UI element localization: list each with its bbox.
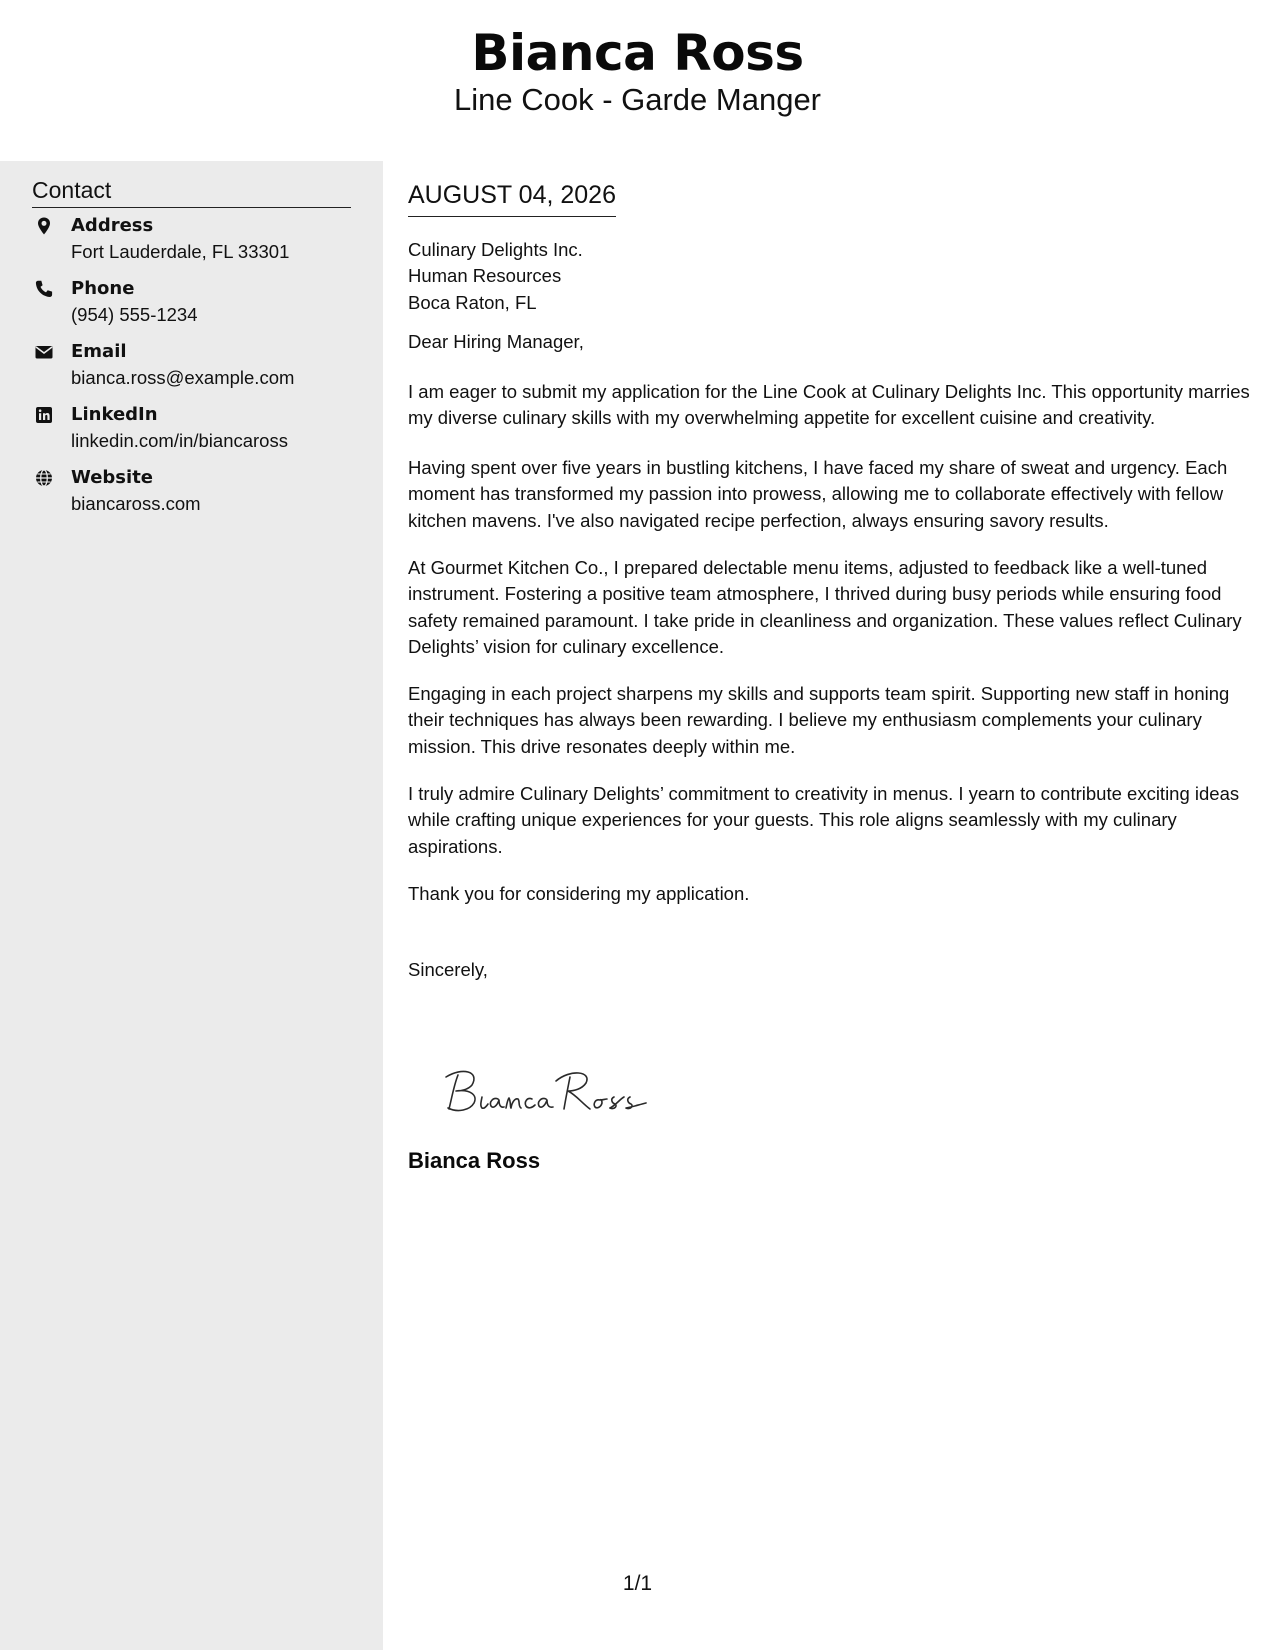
contact-item-linkedin <box>32 402 362 458</box>
closing: Sincerely, <box>408 959 488 980</box>
linkedin-icon <box>34 405 54 425</box>
contact-item-phone <box>32 276 362 332</box>
address-value: Fort Lauderdale, FL 33301 <box>71 241 290 262</box>
paragraph: Having spent over five years in bustling kitchens, I have faced my share of sweat and urgency. Each moment has transformed my passion into prowess, allowing me to collaborate effectively with fellow kitchen mavens. I've also navigated recipe perfection, always ensuring savory results. <box>408 457 1228 531</box>
letter-date: AUGUST 04, 2026 <box>408 179 616 217</box>
recipient-company: Culinary Delights Inc. <box>408 239 583 260</box>
letter-header <box>0 0 1275 160</box>
contact-item-website <box>32 465 362 521</box>
page-number: 1/1 <box>622 1572 653 1595</box>
contact-label: Email <box>71 341 127 362</box>
handwritten-signature <box>444 1063 664 1123</box>
phone-icon <box>34 279 54 299</box>
envelope-icon <box>34 342 54 362</box>
recipient-department: Human Resources <box>408 265 562 287</box>
signer-name: Bianca Ross <box>408 1148 541 1173</box>
phone-value: (954) 555-1234 <box>71 304 198 325</box>
contact-label: Website <box>71 467 154 488</box>
globe-icon <box>34 468 54 488</box>
contact-label: Phone <box>71 278 135 299</box>
applicant-name: Bianca Ross <box>471 24 804 82</box>
website-value: biancaross.com <box>71 493 201 514</box>
paragraph: Thank you for considering my application. <box>408 883 750 904</box>
applicant-role: Line Cook - Garde Manger <box>453 82 822 117</box>
contact-item-email <box>32 339 362 395</box>
contact-item-address <box>32 213 362 269</box>
email-value: bianca.ross@example.com <box>71 367 295 388</box>
paragraph: At Gourmet Kitchen Co., I prepared delectable menu items, adjusted to feedback like a well-tuned instrument. Fostering a positive team atmosphere, I thrived during busy periods while ensuring food safety remained paramount. I take pride in cleanliness and organization. These values reflect Culinary Delights’ vision for culinary excellence. <box>408 557 1242 657</box>
contact-label: LinkedIn <box>71 404 158 425</box>
map-pin-icon <box>34 216 54 236</box>
greeting: Dear Hiring Manager, <box>408 331 584 352</box>
contact-label: Address <box>71 215 154 236</box>
contact-sidebar <box>0 161 383 1650</box>
recipient-location: Boca Raton, FL <box>408 291 537 313</box>
contact-section-title: Contact <box>32 175 351 208</box>
recipient-block <box>408 237 583 316</box>
paragraph: Engaging in each project sharpens my skills and supports team spirit. Supporting new staff in honing their techniques has always been rewarding. I believe my enthusiasm complements your culinary mission. This drive resonates deeply within me. <box>408 683 1230 757</box>
paragraph: I truly admire Culinary Delights’ commitment to creativity in menus. I yearn to contribute exciting ideas while crafting unique experiences for your guests. This role aligns seamlessly with my culinary aspirations. <box>408 783 1240 857</box>
paragraph: I am eager to submit my application for the Line Cook at Culinary Delights Inc. This opportunity marries my diverse culinary skills with my overwhelming appetite for excellent cuisine and creativity. <box>408 381 1250 429</box>
linkedin-value: linkedin.com/in/biancaross <box>71 430 288 451</box>
